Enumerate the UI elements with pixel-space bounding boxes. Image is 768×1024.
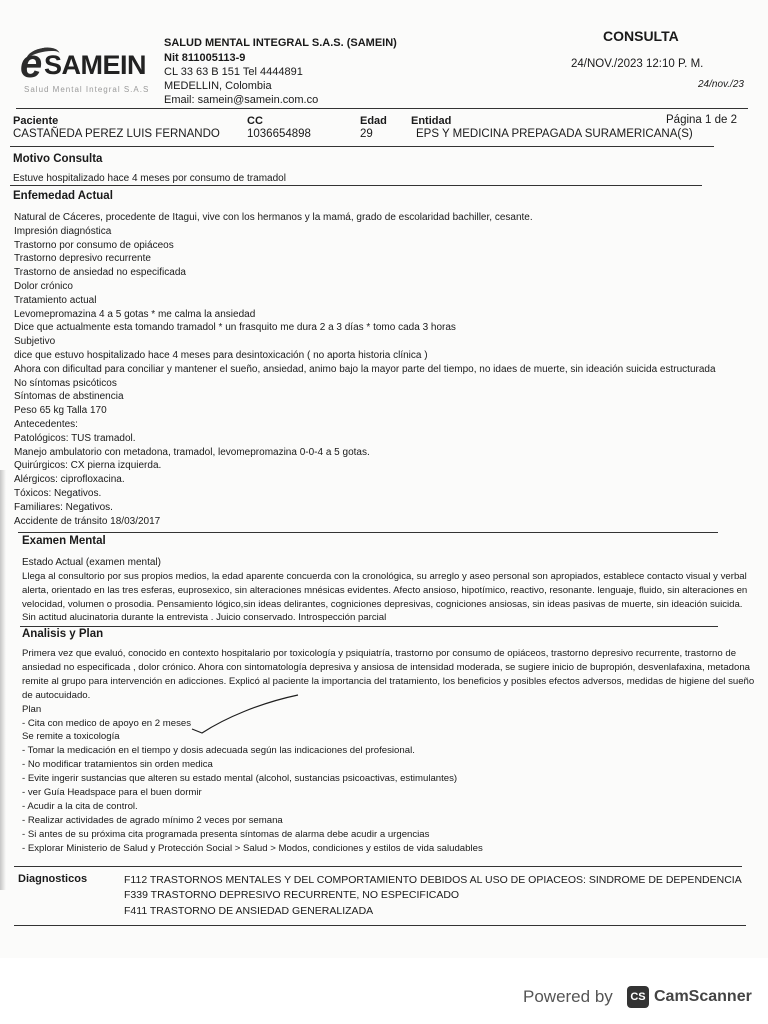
patient-name: CASTAÑEDA PEREZ LUIS FERNANDO: [13, 128, 220, 140]
consult-datetime: 24/NOV./2023 12:10 P. M.: [571, 58, 704, 70]
patient-cc: 1036654898: [247, 128, 311, 140]
diagnosis-item: F112 TRASTORNOS MENTALES Y DEL COMPORTAMIENTO DEBIDOS AL USO DE OPIACEOS: SINDROME DE DEPENDENCIA: [124, 874, 742, 886]
text-line: - Explorar Ministerio de Salud y Protección Social > Salud > Modos, condiciones y estilos de vida saludables: [22, 842, 483, 854]
text-line: Primera vez que evaluó, conocido en contexto hospitalario por toxicología y psiquiatría, trastorno por consumo de opiáceos, trastorno depresivo recurrente, trastorno de: [22, 648, 737, 659]
text-line: Trastorno de ansiedad no especificada: [14, 267, 186, 279]
text-line: Alérgicos: ciprofloxacina.: [14, 474, 125, 486]
text-line: - Si antes de su próxima cita programada presenta síntomas de alarma debe acudir a urgencias: [22, 828, 430, 840]
text-line: - Cita con medico de apoyo en 2 meses: [22, 717, 192, 729]
org-name: SALUD MENTAL INTEGRAL S.A.S. (SAMEIN): [164, 37, 397, 49]
scan-shadow: [0, 470, 6, 890]
handwritten-check-icon: [190, 693, 300, 737]
text-line: Antecedentes:: [14, 418, 78, 430]
text-line: dice que estuvo hospitalizado hace 4 meses para desintoxicación ( no aporta historia clínica ): [14, 349, 428, 361]
enfermedad-rule: [18, 532, 718, 533]
cc-label: CC: [247, 115, 263, 127]
text-line: Trastorno depresivo recurrente: [14, 253, 151, 265]
text-line: Sin actitud alucinatoria durante la entrevista . Juicio conservado. Introspección parcial: [22, 612, 387, 624]
org-nit: Nit 811005113-9: [164, 52, 246, 64]
text-line: Tratamiento actual: [14, 294, 97, 306]
text-line: No síntomas psicóticos: [14, 377, 117, 389]
patient-label: Paciente: [13, 115, 59, 127]
enfermedad-title: Enfemedad Actual: [13, 190, 113, 202]
analisis-body: [22, 647, 754, 856]
doc-title: CONSULTA: [603, 28, 679, 44]
text-line: Levomepromazina 4 a 5 gotas * me calma la ansiedad: [14, 308, 256, 320]
text-line: - Evite ingerir sustancias que alteren su estado mental (alcohol, sustancias psicoactivas, estimulantes): [22, 773, 458, 785]
analisis-rule: [14, 866, 742, 867]
text-line: Peso 65 kg Talla 170: [14, 405, 107, 417]
text-line: Natural de Cáceres, procedente de Itagui, vive con los hermanos y la mamá, grado de escolaridad bachiller, cesante.: [14, 212, 533, 223]
patient-edad: 29: [360, 128, 373, 140]
diagnosis-item: F411 TRASTORNO DE ANSIEDAD GENERALIZADA: [124, 905, 374, 917]
text-line: - ver Guía Headspace para el buen dormir: [22, 787, 202, 799]
text-line: de autocuidado.: [22, 689, 91, 701]
text-line: Patológicos: TUS tramadol.: [14, 432, 136, 444]
text-line: alerta, orientado en las tres esferas, euprosexico, sin alteraciones mnésicas evidentes. Afecto ansioso, hipotímico, reactivo, resonante. lenguaje, fluido, sin alteraciones en: [22, 584, 748, 596]
text-line: Síntomas de abstinencia: [14, 391, 124, 403]
text-line: Subjetivo: [14, 336, 56, 348]
enfermedad-body: [14, 211, 716, 528]
motivo-rule: [10, 185, 702, 186]
text-line: Llega al consultorio por sus propios medios, la edad aparente concuerda con la cronológica, su arreglo y aseo personal son apropiados, establece contacto visual y verbal: [22, 571, 747, 582]
page-indicator: Página 1 de 2: [666, 114, 737, 126]
patient-entidad: EPS Y MEDICINA PREPAGADA SURAMERICANA(S): [416, 128, 693, 140]
diagnosticos-rule: [14, 925, 746, 926]
examen-title: Examen Mental: [22, 535, 106, 547]
text-line: Familiares: Negativos.: [14, 501, 113, 513]
text-line: - Acudir a la cita de control.: [22, 800, 138, 812]
text-line: Trastorno por consumo de opiáceos: [14, 239, 174, 251]
logo-tagline: Salud Mental Integral S.A.S: [24, 85, 150, 94]
text-line: Ahora con dificultad para conciliar y mantener el sueño, ansiedad, animo bajo la mayor parte del tiempo, no idaes de muerte, sin ideación suicida estructurada: [14, 363, 716, 375]
text-line: velocidad, volumen o prosodia. Pensamiento lógico,sin ideas delirantes, cogniciones depresivas, cogniciones ansiosas, sin ideas pasivas de muerte, sin ideación suicida.: [22, 598, 743, 610]
text-line: remite al grupo para intervención en adicciones. Explicó al paciente la importancia del tratamiento, los beneficios y posibles efectos adversos, medidas de higiene del sueño: [22, 675, 755, 687]
org-address: CL 33 63 B 151 Tel 4444891: [164, 66, 303, 78]
header-rule: [16, 108, 748, 109]
diagnosis-item: F339 TRASTORNO DEPRESIVO RECURRENTE, NO ESPECIFICADO: [124, 889, 460, 901]
text-line: Dice que actualmente esta tomando tramadol * un frasquito me dura 2 a 3 días * tomo cada 3 horas: [14, 322, 456, 334]
handwritten-date: 24/nov./23: [698, 79, 744, 90]
camscanner-logo-icon: CS: [627, 986, 649, 1008]
text-line: - No modificar tratamientos sin orden medica: [22, 759, 213, 771]
samein-logo: [20, 38, 165, 100]
text-line: ansiedad no especificada , dolor crónico. Ahora con sintomatología depresiva y ansiosa de intensidad moderada, se sugiere inicio de bupropión, desvenlafaxina, metadona: [22, 661, 750, 673]
text-line: Impresión diagnóstica: [14, 225, 112, 237]
org-email: Email: samein@samein.com.co: [164, 94, 319, 106]
text-line: Se remite a toxicología: [22, 731, 120, 743]
logo-wordmark: SAMEIN: [44, 50, 147, 80]
org-city: MEDELLIN, Colombia: [164, 80, 272, 92]
edad-label: Edad: [360, 115, 387, 127]
examen-subtitle: Estado Actual (examen mental): [22, 557, 161, 568]
text-line: Dolor crónico: [14, 280, 73, 292]
patient-rule: [10, 146, 714, 147]
powered-by-label: Powered by: [523, 987, 613, 1006]
text-line: Manejo ambulatorio con metadona, tramadol, levomepromazina 0-0-4 a 5 gotas.: [14, 446, 370, 458]
motivo-text: Estuve hospitalizado hace 4 meses por consumo de tramadol: [13, 173, 286, 184]
text-line: Accidente de tránsito 18/03/2017: [14, 515, 161, 527]
text-line: Tóxicos: Negativos.: [14, 487, 102, 499]
analisis-title: Analisis y Plan: [22, 628, 104, 640]
logo-e-icon: e: [20, 42, 43, 86]
text-line: - Tomar la medicación en el tiempo y dosis adecuada según las indicaciones del profesional.: [22, 745, 415, 757]
text-line: Quirúrgicos: CX pierna izquierda.: [14, 460, 162, 472]
camscanner-brand: CamScanner: [654, 988, 752, 1005]
diagnosticos-title: Diagnosticos: [18, 873, 88, 885]
text-line: - Realizar actividades de agrado mínimo 2 veces por semana: [22, 814, 283, 826]
motivo-title: Motivo Consulta: [13, 153, 103, 165]
examen-rule: [20, 626, 718, 627]
text-line: Plan: [22, 703, 42, 715]
examen-body: [22, 570, 747, 625]
entidad-label: Entidad: [411, 115, 452, 127]
